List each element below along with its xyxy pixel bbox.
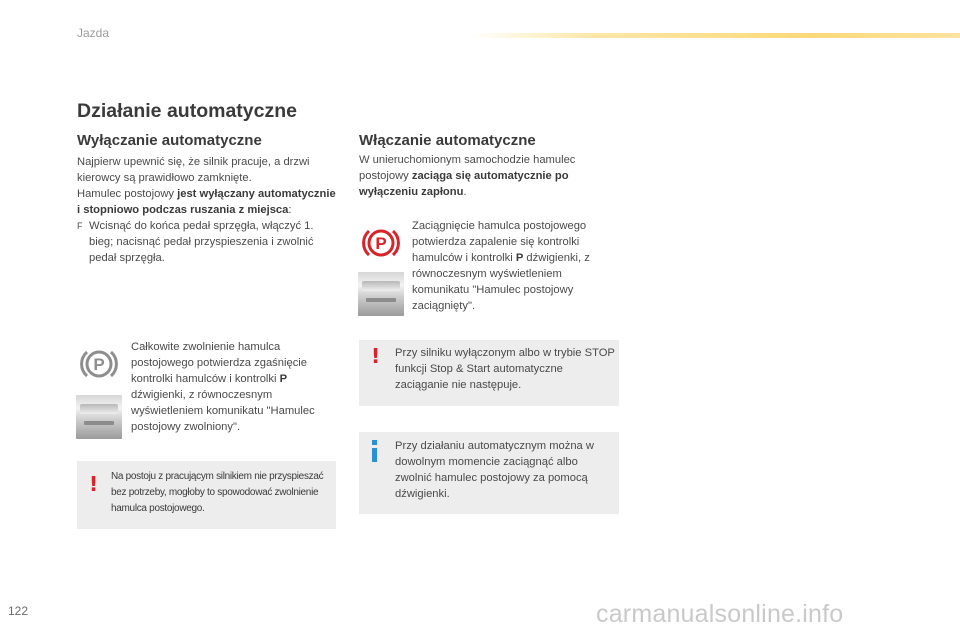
right-apply-text-2: dźwigienki, z równoczesnym wyświetleniem komunikatu "Hamulec postojowy zaciągnięty". (412, 252, 590, 312)
right-section-title: Włączanie automatyczne (359, 132, 536, 149)
header-title: Jazda (77, 26, 110, 40)
page-number: 122 (8, 604, 29, 618)
svg-text:P: P (93, 355, 105, 374)
parking-brake-red-icon (362, 224, 400, 262)
dashboard-display-image (358, 272, 404, 316)
left-section-title: Wyłączanie automatyczne (77, 132, 262, 149)
parking-brake-grey-icon (80, 345, 118, 383)
dashboard-display-image (76, 395, 122, 439)
left-release-text-1: Całkowite zwolnienie hamulca postojowego potwierdza zgaśnięcie kontrolki hamulców i kontrolki (131, 341, 308, 385)
left-release-p: P (279, 373, 288, 385)
right-p1-text: W unieruchomionym samochodzie hamulec postojowy (359, 154, 576, 182)
left-release-text (131, 339, 337, 435)
left-release-text-2: dźwigienki, z równoczesnym wyświetleniem komunikatu "Hamulec postojowy zwolniony". (131, 389, 315, 433)
right-p1-end: . (463, 186, 467, 198)
right-apply-p: P (515, 252, 524, 264)
right-p1-bold: zaciąga się automatycznie po wyłączeniu zapłonu (359, 170, 569, 198)
left-p2-bold: jest wyłączany automatycznie i stopniowo podczas ruszania z miejsca (77, 188, 336, 216)
left-bullet-text: Wcisnąć do końca pedał sprzęgła, włączyć 1. bieg; nacisnąć pedał przyspieszenia i zwolnić pedał sprzęgła. (89, 220, 314, 264)
right-paragraph-1 (359, 152, 621, 200)
watermark: carmanualsonline.info (596, 600, 844, 628)
left-warning-text: Na postoju z pracującym silnikiem nie przyspieszać bez potrzeby, mogłoby to spowodować zwolnienie hamulca postojowego. (111, 471, 324, 514)
right-apply-text (412, 218, 618, 314)
info-icon (371, 440, 377, 462)
svg-text:P: P (375, 234, 387, 253)
right-apply-text-1: Zaciągnięcie hamulca postojowego potwierdza zapalenie się kontrolki hamulców i kontrolki (412, 220, 587, 264)
main-title: Działanie automatyczne (77, 100, 297, 122)
left-p2-end: : (288, 204, 292, 216)
warning-exclamation-icon: ! (371, 344, 381, 368)
warning-exclamation-icon: ! (89, 472, 99, 496)
left-p2-text: Hamulec postojowy (77, 188, 178, 200)
left-bullet-item (77, 218, 339, 266)
bullet-marker: F (77, 221, 83, 231)
left-paragraph-1 (77, 154, 339, 266)
left-p1-text: Najpierw upewnić się, że silnik pracuje, a drzwi kierowcy są prawidłowo zamknięte. (77, 156, 310, 184)
header-accent-bar (470, 33, 960, 38)
right-warning-text: Przy silniku wyłączonym albo w trybie STOP funkcji Stop & Start automatyczne zaciąganie nie następuje. (395, 347, 615, 391)
info-text: Przy działaniu automatycznym można w dowolnym momencie zaciągnąć albo zwolnić hamulec postojowy za pomocą dźwigienki. (395, 440, 594, 500)
